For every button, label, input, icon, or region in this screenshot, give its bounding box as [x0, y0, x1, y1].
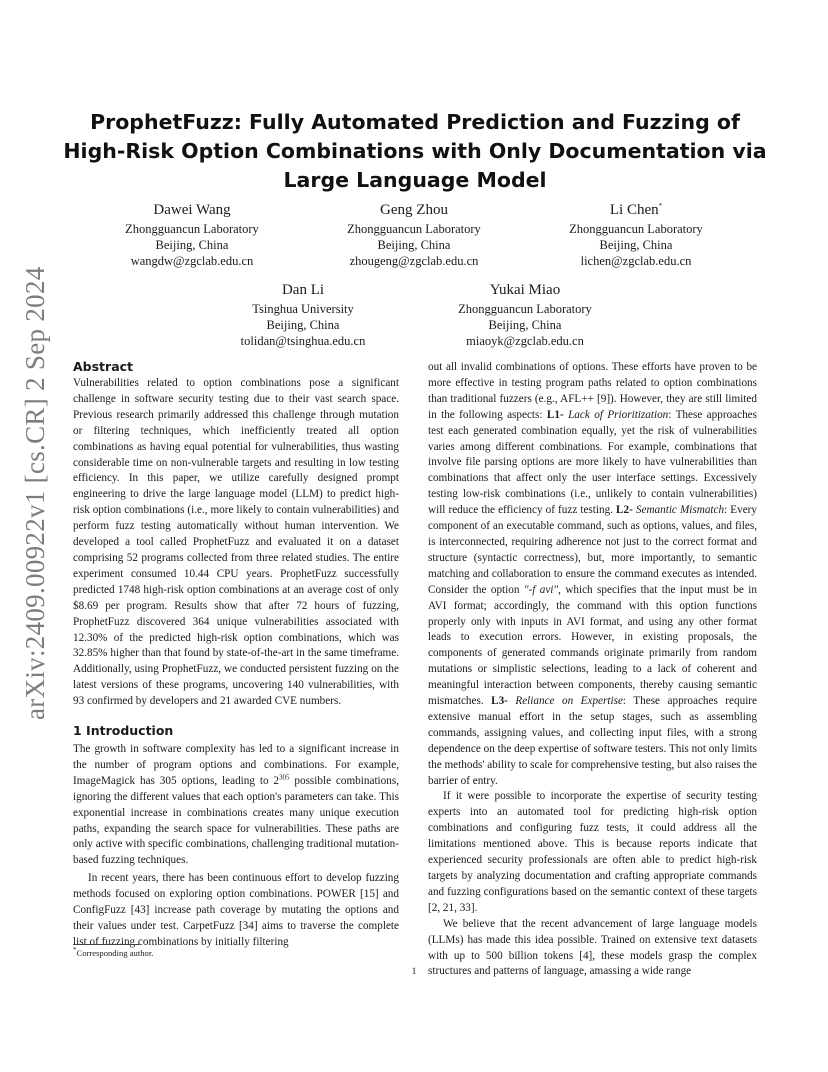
author-block: [193, 280, 413, 349]
author-location: Beijing, China: [377, 238, 451, 252]
author-email: tolidan@tsinghua.edu.cn: [240, 334, 366, 348]
author-affiliation: Tsinghua University: [252, 302, 354, 316]
author-email: wangdw@zgclab.edu.cn: [130, 254, 254, 268]
corresponding-author-mark: *: [658, 202, 663, 210]
author-affiliation: Zhongguancun Laboratory: [125, 222, 259, 236]
text-run: out all invalid combinations of options. These efforts have proven to be more effective in testing program paths related to option combinations than traditional fuzzers (e.g., AFL++ [9]). However, they are still limited in the following aspects:: [428, 361, 757, 421]
limitation-title: Semantic Mismatch: [632, 504, 725, 517]
limitation-label: L1-: [546, 408, 564, 421]
abstract-text: Vulnerabilities related to option combinations pose a significant challenge in software security testing due to their vast search space. Previous research primarily addressed this challenge through mutation or filtering techniques, which inefficiently treated all option combinations as having equal potential for vulnerabilities, thus wasting considerable time on non-vulnerable targets and resulting in low testing efficiency. In this paper, we utilize carefully designed prompt engineering to drive the large language model (LLM) to predict high-risk option combinations (i.e., more likely to contain vulnerabilities) and perform fuzz testing automatically without human intervention. We developed a tool called ProphetFuzz and evaluated it on a dataset comprising 52 programs collected from three related studies. The entire experiment consumed 10.44 CPU years. ProphetFuzz successfully predicted 1748 high-risk option combinations at an average cost of only $8.69 per program. Results show that after 72 hours of fuzzing, ProphetFuzz discovered 364 unique vulnerabilities associated with 12.30% of the predicted high-risk option combinations, which was 32.85% higher than that found by state-of-the-art in the same timeframe. Additionally, using ProphetFuzz, we conducted persistent fuzzing on the latest versions of these programs, uncovering 140 vulnerabilities, with 93 confirmed by developers and 21 awarded CVE numbers.: [73, 377, 399, 708]
limitation-label: L2-: [616, 504, 633, 517]
author-email: zhougeng@zgclab.edu.cn: [349, 254, 479, 268]
right-column: [428, 360, 757, 980]
page-number: 1: [411, 966, 417, 977]
section-heading-introduction: 1 Introduction: [73, 723, 174, 739]
title-line: ProphetFuzz: Fully Automated Prediction and Fuzzing of: [90, 110, 740, 134]
arxiv-identifier-stamp: arXiv:2409.00922v1 [cs.CR] 2 Sep 2024: [20, 266, 50, 720]
title-line: High-Risk Option Combinations with Only Documentation via: [63, 139, 767, 163]
limitation-title: Lack of Prioritization: [563, 408, 669, 421]
author-block: [526, 200, 746, 269]
author-block: [415, 280, 635, 349]
option-example: "-f avi": [523, 583, 559, 596]
author-name: [526, 200, 746, 220]
author-location: Beijing, China: [155, 238, 229, 252]
author-email: miaoyk@zgclab.edu.cn: [466, 334, 584, 348]
body-paragraph: [428, 360, 757, 789]
text-run: : These approaches require extensive manual effort in the setup stages, such as assembling commands, assigning values, and collecting input files, with a strong dependence on the deep expertise of software testers. This not only limits the methods' ability to scale for comprehensive testing, but also raises the barrier of entry.: [428, 695, 757, 787]
author-name: Dawei Wang: [153, 202, 231, 218]
intro-paragraph: In recent years, there has been continuous effort to develop fuzzing methods focused on exploring option combinations. POWER [15] and ConfigFuzz [43] increase path coverage by mutating the options and their values under test. CarpetFuzz [34] aims to traverse the complete list of fuzzing combinations by initially filtering: [73, 872, 399, 948]
author-name: Yukai Miao: [489, 282, 561, 298]
body-paragraph: We believe that the recent advancement of large language models (LLMs) has made this idea possible. Trained on extensive text datasets with up to 500 billion tokens [4], these models grasp the complex structures and patterns of language, amassing a wide range: [428, 917, 757, 978]
text-run: The growth in software complexity has led to a significant increase in the number of program options and combinations. For example, ImageMagick has 305 options, leading to 2: [73, 743, 399, 787]
author-affiliation: Zhongguancun Laboratory: [569, 222, 703, 236]
limitation-title: Reliance on Expertise: [507, 695, 623, 708]
paper-title: [60, 108, 770, 195]
footnote: [73, 948, 153, 958]
author-email: lichen@zgclab.edu.cn: [580, 254, 692, 268]
text-run: , which specifies that the input must be in AVI format; accordingly, the command with this option functions properly only with inputs in AVI format, and using any other format leads to execution errors. However, in existing proposals, the components of generated commands originate primarily from random mutations or simplistic selections, leading to a lack of coherent and meaningful interaction between components, thereby causing semantic mismatches.: [428, 583, 757, 708]
left-column: [73, 358, 399, 951]
superscript-exponent: 305: [279, 773, 290, 782]
title-line: Large Language Model: [283, 168, 547, 192]
author-location: Beijing, China: [599, 238, 673, 252]
author-name: Geng Zhou: [380, 202, 448, 218]
author-affiliation: Zhongguancun Laboratory: [458, 302, 592, 316]
author-block: [304, 200, 524, 269]
author-name: Dan Li: [281, 282, 325, 298]
footnote-rule: [73, 944, 139, 945]
author-name-text: Li Chen: [609, 202, 659, 218]
author-block: [82, 200, 302, 269]
author-location: Beijing, China: [266, 318, 340, 332]
body-paragraph: If it were possible to incorporate the expertise of security testing experts into an automated tool for predicting high-risk option combinations and configuring fuzz tests, it could address all the limitations mentioned above. This is because reports indicate that experienced security professionals are often able to predict high-risk targets by analyzing documentation and crafting appropriate commands and fuzzing configurations based on the semantic context of these targets [2, 21, 33].: [428, 790, 757, 914]
author-affiliation: Zhongguancun Laboratory: [347, 222, 481, 236]
text-run: possible combinations, ignoring the different values that each option's parameters can take. This exponential increase in combinations creates many unique execution paths, expanding the search space for vulnerabilities. These paths are only active with specific combinations, challenging traditional mutation-based fuzzing techniques.: [73, 774, 400, 867]
abstract-heading: Abstract: [73, 359, 134, 374]
text-run: : Every component of an executable command, such as options, values, and files, is interconnected, requiring adherence not just to the correct format and structure (syntactic correctness), but, more importantly, to semantic matching and collaboration to ensure the command executes as intended. Consider the option: [428, 504, 757, 596]
author-location: Beijing, China: [488, 318, 562, 332]
footnote-text: Corresponding author.: [76, 948, 154, 958]
limitation-label: L3-: [491, 695, 508, 708]
text-run: : These approaches test each generated combination equally, yet the risk of vulnerabilities varies among different combinations. For example, combinations that involve file parsing options are more likely to have vulnerabilities than combinations that affect only the user interface settings. Excessively testing low-risk combinations (i.e., unlikely to contain vulnerabilities) will reduce the efficiency of fuzz testing.: [428, 408, 758, 517]
intro-paragraph: [73, 742, 399, 869]
footnote-mark: *: [73, 946, 77, 955]
